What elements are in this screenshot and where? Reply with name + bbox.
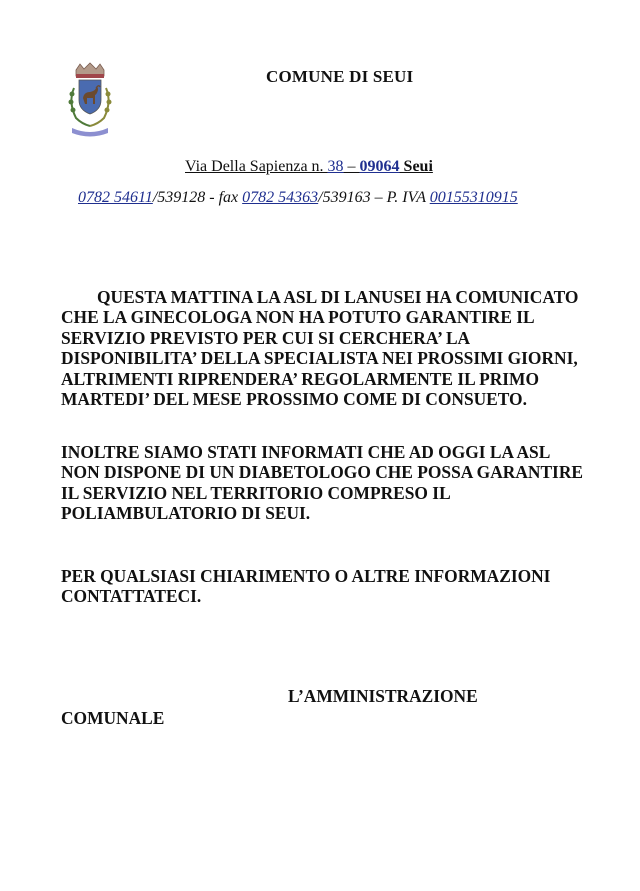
signature-line-1: L’AMMINISTRAZIONE xyxy=(288,686,478,706)
address-separator: – xyxy=(343,158,360,175)
address-street: Via Della Sapienza n. xyxy=(185,158,328,175)
notice-paragraph-3: PER QUALSIASI CHIARIMENTO O ALTRE INFORMAZIONI CONTATTATECI. xyxy=(61,566,551,607)
address-number-link[interactable]: 38 xyxy=(327,158,344,175)
fax-suffix: /539163 – P. IVA xyxy=(318,189,430,206)
notice-paragraph-1-text: QUESTA MATTINA LA ASL DI LANUSEI HA COMUNICATO CHE LA GINECOLOGA NON HA POTUTO GARANTIRE IL SERVIZIO PREVISTO PER CUI SI CERCHERA’ LA DISPONIBILITA’ DELLA SPECIALISTA NEI PROSSIMI GIORNI, ALTRIMENTI RIPRENDERA’ REGOLARMENTE IL PRIMO MARTEDI’ DEL MESE PROSSIMO COME DI CONSUETO. xyxy=(61,287,579,410)
phone-link[interactable]: 0782 54611 xyxy=(78,189,153,206)
contacts-line xyxy=(78,189,518,207)
document-title: COMUNE DI SEUI xyxy=(266,67,414,86)
fax-link[interactable]: 0782 54363 xyxy=(242,189,319,206)
address-city: Seui xyxy=(399,158,433,175)
phone-suffix: /539128 - fax xyxy=(152,189,243,206)
notice-paragraph-1 xyxy=(61,287,591,409)
address-line xyxy=(185,158,433,176)
municipal-coat-of-arms-icon xyxy=(60,62,120,142)
address-cap-link[interactable]: 09064 xyxy=(359,158,400,175)
piva-link[interactable]: 00155310915 xyxy=(429,189,518,206)
signature-line-2: COMUNALE xyxy=(61,708,165,728)
notice-paragraph-2: INOLTRE SIAMO STATI INFORMATI CHE AD OGGI LA ASL NON DISPONE DI UN DIABETOLOGO CHE POSSA GARANTIRE IL SERVIZIO NEL TERRITORIO COMPRESO IL POLIAMBULATORIO DI SEUI. xyxy=(61,442,583,524)
